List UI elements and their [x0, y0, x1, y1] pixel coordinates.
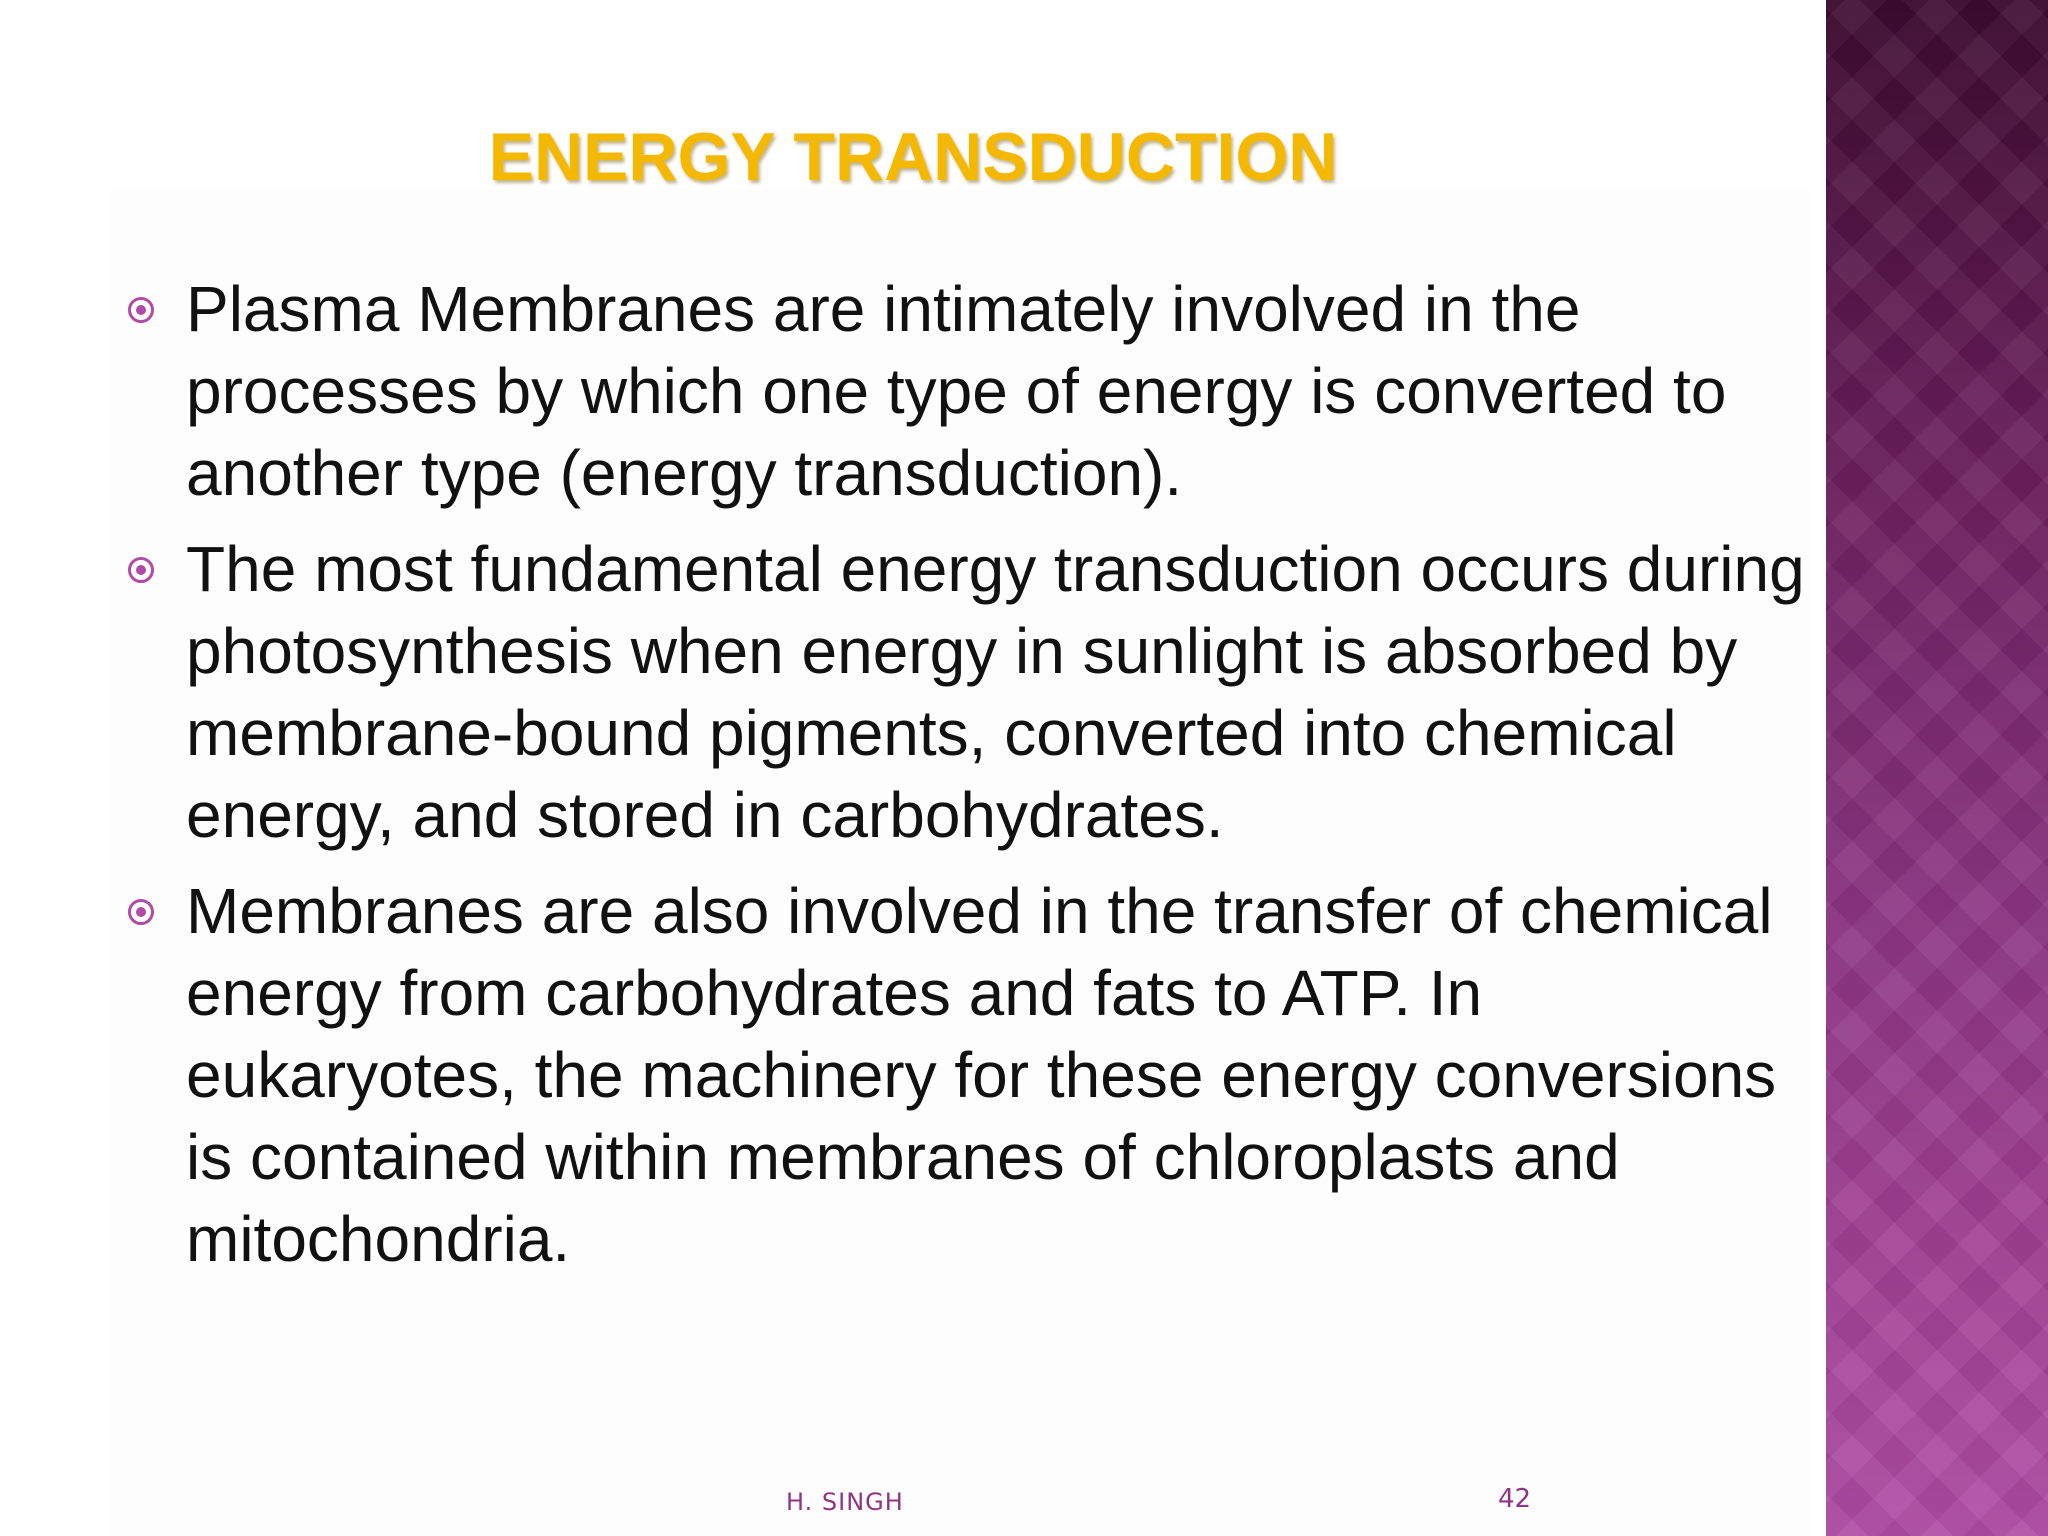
- bullet-item: [128, 870, 1808, 1280]
- footer-author: H. SINGH: [786, 1488, 904, 1516]
- side-band-pattern: [1826, 0, 2048, 1536]
- circled-dot-icon: [128, 557, 154, 583]
- circled-dot-icon: [128, 899, 154, 925]
- circled-dot-icon: [128, 297, 154, 323]
- bullet-item: [128, 268, 1808, 514]
- slide-title: ENERGY TRANSDUCTION: [488, 119, 1338, 195]
- bullet-text: Plasma Membranes are intimately involved in the processes by which one type of energy is converted to another type (energy transduction).: [186, 273, 1727, 509]
- footer-page-number: 42: [1498, 1484, 1532, 1514]
- decorative-side-band: [1826, 0, 2048, 1536]
- bullet-list: [128, 268, 1808, 1294]
- bullet-text: The most fundamental energy transduction occurs during photosynthesis when energy in sunlight is absorbed by membrane-bound pigments, converted into chemical energy, and stored in carbohydrates.: [186, 533, 1805, 851]
- bullet-text: Membranes are also involved in the transfer of chemical energy from carbohydrates and fats to ATP. In eukaryotes, the machinery for these energy conversions is contained within membranes of chloroplasts and mitochondria.: [186, 875, 1777, 1275]
- bullet-item: [128, 528, 1808, 856]
